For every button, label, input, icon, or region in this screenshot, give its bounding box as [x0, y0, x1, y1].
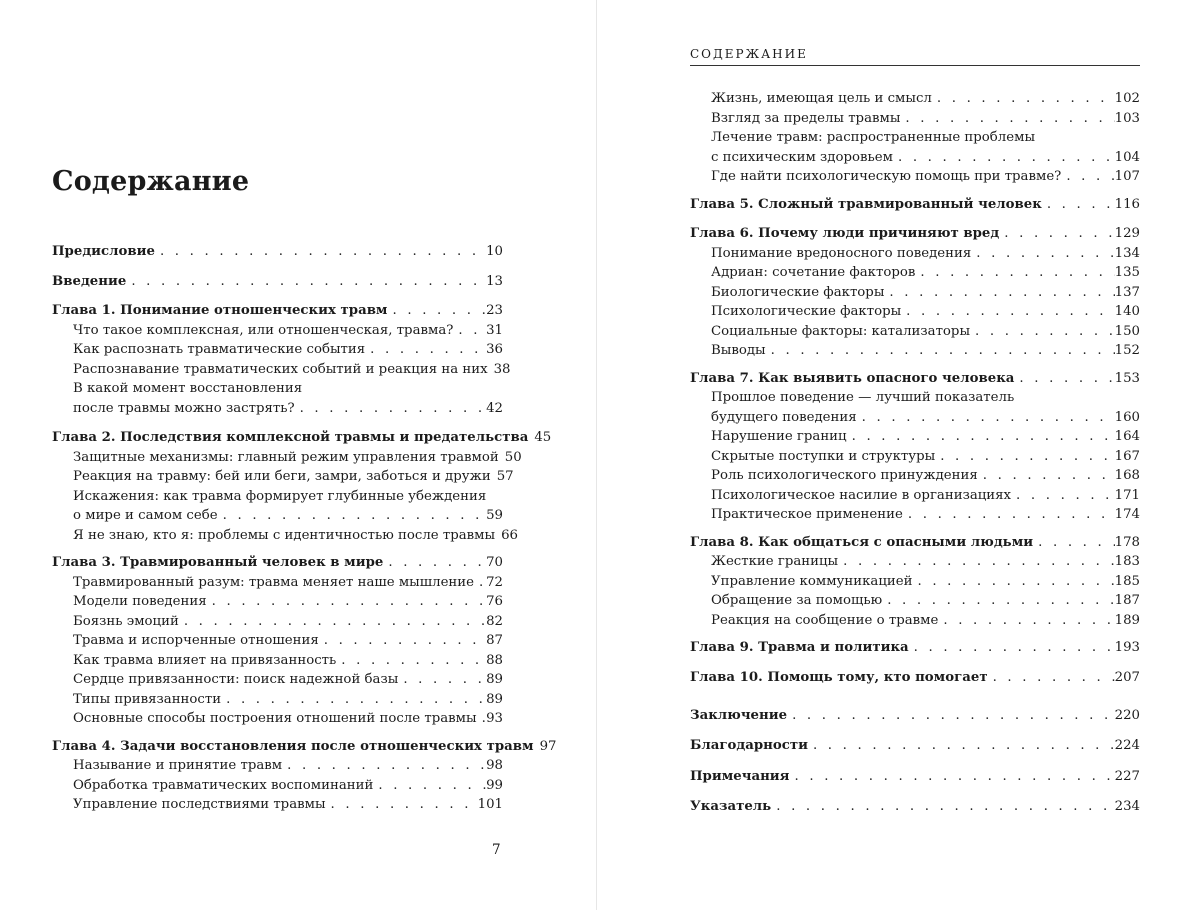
page-number: 23	[486, 303, 503, 318]
leader-dots	[882, 591, 1114, 611]
running-head	[690, 46, 1140, 66]
page-number: 189	[1114, 612, 1140, 628]
toc-entry[interactable]	[52, 360, 511, 380]
page-number: 183	[1114, 554, 1140, 569]
entry-title: Примечания	[690, 769, 790, 784]
entry-title: Глава 9. Травма и политика	[690, 640, 909, 655]
toc-entry-introduction[interactable]	[52, 272, 503, 292]
toc-entry[interactable]	[690, 109, 1140, 129]
leader-dots	[126, 272, 486, 292]
leader-dots	[893, 148, 1115, 168]
toc-entry-chapter-10[interactable]	[690, 668, 1140, 688]
leader-dots	[970, 322, 1115, 342]
entry-title: Защитные механизмы: главный режим управления травмой	[73, 449, 499, 465]
toc-entry[interactable]	[52, 573, 503, 593]
running-head-text: СОДЕРЖАНИЕ	[690, 47, 808, 61]
entry-title: после травмы можно застрять?	[73, 400, 295, 416]
toc-entry[interactable]	[52, 690, 503, 710]
entry-title: Жизнь, имеющая цель и смысл	[711, 91, 932, 106]
entry-title: Управление коммуникацией	[711, 573, 913, 589]
page-number: 104	[1114, 149, 1140, 165]
leader-dots	[383, 553, 486, 573]
entry-title: Глава 2. Последствия комплексной травмы и предательства	[52, 430, 529, 445]
entry-title: Выводы	[711, 343, 766, 358]
toc-entry[interactable]	[690, 466, 1140, 486]
entry-title: Благодарности	[690, 737, 808, 753]
leader-dots	[808, 736, 1115, 756]
leader-dots	[935, 447, 1114, 467]
toc-entry-multiline[interactable]	[690, 128, 1140, 167]
toc-entry[interactable]	[52, 592, 503, 612]
toc-entry[interactable]	[690, 302, 1140, 322]
page-number: 150	[1114, 323, 1140, 339]
page-number: 178	[1114, 534, 1140, 550]
page-number: 185	[1114, 573, 1140, 589]
page-number: 13	[486, 273, 503, 289]
leader-dots	[336, 651, 486, 671]
leader-dots	[282, 756, 486, 776]
toc-entry[interactable]	[52, 321, 503, 341]
toc-entry[interactable]	[690, 572, 1140, 592]
page-number: 59	[486, 508, 503, 523]
entry-title: Нарушение границ	[711, 429, 847, 444]
entry-title: с психическим здоровьем	[711, 149, 893, 165]
page-number: 97	[539, 738, 557, 754]
entry-title: Управление последствиями травмы	[73, 797, 326, 812]
entry-title: Предисловие	[52, 244, 155, 259]
leader-dots	[474, 573, 486, 593]
leader-dots	[857, 408, 1115, 428]
entry-title: Травма и испорченные отношения	[73, 633, 319, 648]
leader-dots	[365, 340, 486, 360]
entry-title-line-1: Искажения: как травма формирует глубинные убеждения	[73, 488, 487, 504]
toc-entry[interactable]	[690, 167, 1140, 187]
entry-title: Как травма влияет на привязанность	[73, 652, 337, 668]
toc-entry-index[interactable]	[690, 797, 1140, 817]
leader-dots	[909, 638, 1115, 658]
toc-entry-chapter-5[interactable]	[690, 195, 1140, 215]
page-number: 129	[1114, 226, 1140, 241]
leader-dots	[999, 224, 1114, 244]
toc-entry-chapter-4[interactable]	[52, 737, 557, 757]
entry-title: Понимание вредоносного поведения	[711, 245, 972, 261]
entry-title: Реакция на сообщение о травме	[711, 612, 939, 628]
entry-title: Психологическое насилие в организациях	[711, 487, 1012, 503]
toc-entry[interactable]	[52, 526, 519, 546]
toc-entry-multiline[interactable]	[690, 388, 1140, 427]
leader-dots	[915, 263, 1114, 283]
leader-dots	[218, 506, 486, 526]
page-number: 116	[1114, 196, 1140, 212]
entry-title: Психологические факторы	[711, 304, 902, 319]
page-number: 76	[486, 594, 503, 609]
toc-entry-acknowledgements[interactable]	[690, 736, 1140, 756]
toc-entry-chapter-6[interactable]	[690, 224, 1140, 244]
entry-title: будущего поведения	[711, 409, 857, 425]
page-number: 187	[1114, 593, 1140, 608]
page-number: 57	[496, 469, 514, 484]
toc-entry[interactable]	[52, 709, 503, 729]
entry-title: Глава 1. Понимание отношенческих травм	[52, 303, 388, 318]
toc-entry[interactable]	[690, 263, 1140, 283]
entry-title-line-1: Лечение травм: распространенные проблемы	[711, 130, 1036, 145]
toc-entry-chapter-9[interactable]	[690, 638, 1140, 658]
toc-entry[interactable]	[52, 795, 503, 815]
page-number: 50	[504, 449, 522, 465]
entry-title: Распознавание травматических событий и реакция на них	[73, 361, 488, 377]
leader-dots	[179, 612, 486, 632]
entry-title: Глава 7. Как выявить опасного человека	[690, 370, 1015, 386]
page-number: 234	[1114, 798, 1140, 814]
page-number: 89	[486, 691, 503, 707]
entry-title: Роль психологического принуждения	[711, 468, 978, 483]
leader-dots	[295, 399, 487, 419]
page-number: 152	[1114, 343, 1140, 358]
leader-dots	[790, 767, 1115, 787]
page-number: 66	[501, 527, 519, 543]
page-number: 227	[1114, 769, 1140, 784]
page-number: 160	[1114, 409, 1140, 425]
toc-entry[interactable]	[690, 486, 1140, 506]
leader-dots	[221, 690, 486, 710]
toc-entry[interactable]	[690, 552, 1140, 572]
page-number: 167	[1114, 448, 1140, 464]
entry-title: Травмированный разум: травма меняет наше мышление	[73, 574, 475, 590]
entry-title: Введение	[52, 273, 127, 289]
leader-dots	[207, 592, 486, 612]
page-number: 174	[1114, 507, 1140, 522]
entry-title: Типы привязанности	[73, 691, 222, 707]
leader-dots	[326, 795, 478, 815]
page-number: 134	[1114, 245, 1140, 261]
page-number: 89	[486, 672, 503, 687]
entry-title: Жесткие границы	[711, 554, 839, 569]
toc-list-right	[690, 89, 1140, 816]
entry-title: Глава 4. Задачи восстановления после отношенческих травм	[52, 738, 534, 754]
entry-title: Реакция на травму: бей или беги, замри, заботься и дружи	[73, 469, 491, 484]
page-number: 171	[1114, 487, 1140, 503]
leader-dots	[1014, 369, 1114, 389]
leader-dots	[978, 466, 1115, 486]
toc-entry-chapter-1[interactable]	[52, 301, 503, 321]
entry-title: Где найти психологическую помощь при травме?	[711, 169, 1062, 184]
toc-entry[interactable]	[52, 651, 503, 671]
leader-dots	[971, 244, 1114, 264]
entry-title: Глава 5. Сложный травмированный человек	[690, 196, 1042, 212]
leader-dots	[988, 668, 1115, 688]
toc-entry-chapter-8[interactable]	[690, 533, 1140, 553]
right-page	[597, 0, 1201, 910]
page-number: 224	[1114, 737, 1140, 753]
entry-title-line-1: Прошлое поведение — лучший показатель	[711, 390, 1015, 405]
entry-title: Я не знаю, кто я: проблемы с идентичностью после травмы	[73, 527, 496, 543]
entry-title: о мире и самом себе	[73, 508, 218, 523]
entry-title: Обработка травматических воспоминаний	[73, 777, 374, 793]
page-number: 31	[486, 322, 503, 338]
page-number: 207	[1114, 669, 1140, 685]
toc-entry[interactable]	[690, 244, 1140, 264]
page-number: 42	[486, 400, 503, 416]
entry-title: Глава 6. Почему люди причиняют вред	[690, 226, 1000, 241]
leader-dots	[387, 301, 486, 321]
leader-dots	[787, 706, 1115, 726]
entry-title: Называние и принятие травм	[73, 758, 283, 773]
entry-title: Глава 8. Как общаться с опасными людьми	[690, 534, 1034, 550]
page-number: 153	[1114, 370, 1140, 386]
entry-title: Практическое применение	[711, 507, 903, 522]
leader-dots	[847, 427, 1115, 447]
page-number: 140	[1114, 304, 1140, 319]
entry-title: Глава 10. Помощь тому, кто помогает	[690, 669, 988, 685]
toc-entry[interactable]	[52, 448, 522, 468]
page-number: 101	[477, 797, 503, 812]
leader-dots	[912, 572, 1114, 592]
page-number: 164	[1114, 429, 1140, 444]
toc-entry[interactable]	[690, 611, 1140, 631]
toc-entry-multiline[interactable]	[52, 379, 503, 418]
entry-title: Указатель	[690, 798, 772, 814]
entry-title: Скрытые поступки и структуры	[711, 448, 936, 464]
entry-title: Глава 3. Травмированный человек в мире	[52, 555, 384, 570]
page-number: 137	[1114, 284, 1140, 300]
entry-title: Заключение	[690, 708, 788, 723]
entry-title: Адриан: сочетание факторов	[711, 265, 916, 280]
toc-entry[interactable]	[52, 631, 503, 651]
leader-dots	[319, 631, 486, 651]
page-number: 87	[486, 633, 503, 648]
leader-dots	[771, 797, 1114, 817]
toc-entry-chapter-7[interactable]	[690, 369, 1140, 389]
entry-title: Обращение за помощью	[711, 593, 883, 608]
entry-title: Боязнь эмоций	[73, 613, 179, 629]
toc-entry[interactable]	[52, 670, 503, 690]
toc-entry[interactable]	[52, 776, 503, 796]
page-number: 220	[1114, 708, 1140, 723]
toc-entry[interactable]	[52, 756, 503, 776]
leader-dots	[1033, 533, 1114, 553]
leader-dots	[1011, 486, 1115, 506]
entry-title: Модели поведения	[73, 594, 207, 609]
entry-title: Социальные факторы: катализаторы	[711, 323, 971, 339]
entry-title: Основные способы построения отношений после травмы	[73, 711, 477, 726]
entry-title: Как распознать травматические события	[73, 342, 366, 357]
page-number: 38	[493, 361, 511, 377]
toc-entry[interactable]	[690, 322, 1140, 342]
entry-title: Взгляд за пределы травмы	[711, 110, 901, 126]
page-number: 99	[486, 777, 503, 793]
page-number: 107	[1114, 169, 1140, 184]
leader-dots	[1042, 195, 1115, 215]
left-page	[0, 0, 596, 910]
page-number: 103	[1114, 110, 1140, 126]
page-number: 88	[486, 652, 503, 668]
page-number: 168	[1114, 468, 1140, 483]
toc-entry[interactable]	[690, 505, 1140, 525]
page-number: 102	[1114, 91, 1140, 106]
page-folio: 7	[492, 842, 501, 858]
page-number: 10	[486, 244, 503, 259]
page-number: 82	[486, 613, 503, 629]
page-number: 70	[486, 555, 503, 570]
page-number: 93	[486, 711, 503, 726]
toc-entry-conclusion[interactable]	[690, 706, 1140, 726]
toc-entry[interactable]	[690, 591, 1140, 611]
leader-dots	[932, 89, 1115, 109]
leader-dots	[938, 611, 1114, 631]
leader-dots	[477, 709, 487, 729]
toc-entry-preface[interactable]	[52, 242, 503, 262]
leader-dots	[884, 283, 1114, 303]
entry-title-line-1: В какой момент восстановления	[73, 381, 303, 396]
leader-dots	[398, 670, 486, 690]
toc-entry-chapter-3[interactable]	[52, 553, 503, 573]
leader-dots	[903, 505, 1115, 525]
toc-entry-multiline[interactable]	[52, 487, 503, 526]
page-number: 98	[486, 758, 503, 773]
page-number: 36	[486, 342, 503, 357]
page-number: 135	[1114, 265, 1140, 280]
leader-dots	[1061, 167, 1114, 187]
toc-title: Содержание	[52, 166, 250, 197]
leader-dots	[453, 321, 486, 341]
toc-entry[interactable]	[690, 341, 1140, 361]
page-number: 45	[534, 430, 552, 445]
leader-dots	[766, 341, 1115, 361]
toc-entry[interactable]	[52, 340, 503, 360]
toc-entry[interactable]	[690, 283, 1140, 303]
entry-title: Биологические факторы	[711, 284, 885, 300]
page-number: 193	[1114, 640, 1140, 655]
leader-dots	[373, 776, 486, 796]
toc-entry[interactable]	[690, 89, 1140, 109]
toc-list-left	[52, 242, 557, 815]
leader-dots	[901, 302, 1114, 322]
entry-title: Сердце привязанности: поиск надежной базы	[73, 672, 399, 687]
leader-dots	[155, 242, 486, 262]
toc-entry[interactable]	[52, 612, 503, 632]
leader-dots	[900, 109, 1114, 129]
toc-entry[interactable]	[52, 467, 514, 487]
page-number: 72	[486, 574, 503, 590]
toc-entry-notes[interactable]	[690, 767, 1140, 787]
toc-entry[interactable]	[690, 427, 1140, 447]
toc-entry-chapter-2[interactable]	[52, 428, 552, 448]
leader-dots	[838, 552, 1114, 572]
entry-title: Что такое комплексная, или отношенческая, травма?	[73, 322, 454, 338]
toc-entry[interactable]	[690, 447, 1140, 467]
